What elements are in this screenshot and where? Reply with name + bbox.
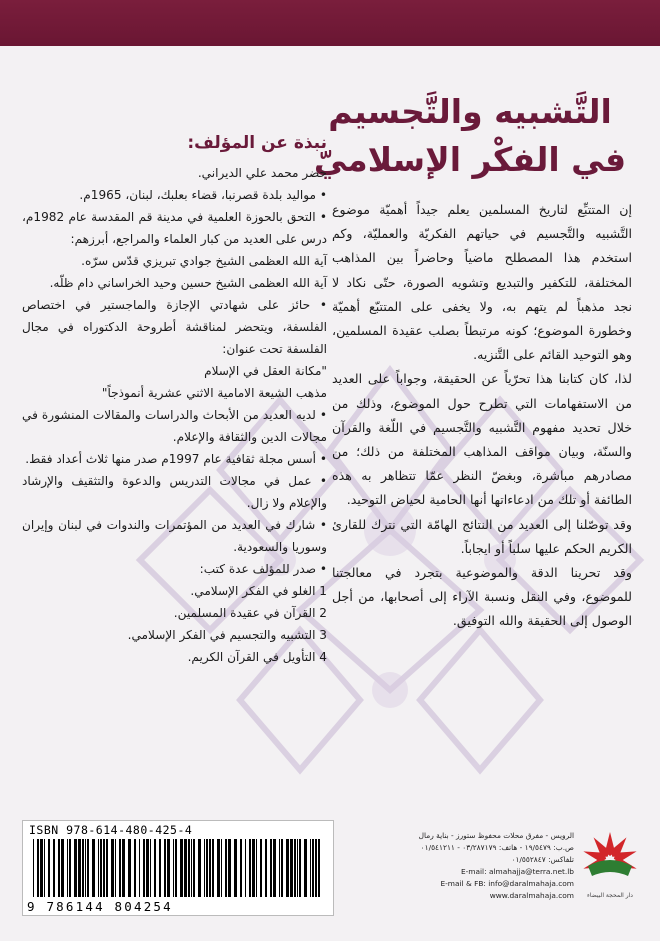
synopsis-paragraph: وقد توصّلنا إلى العديد من النتائج الهامّة التي نترك للقارئ الكريم الحكم عليها سلباً أو ايجاباً.	[332, 516, 632, 556]
barcode	[22, 820, 334, 916]
barcode-bar	[48, 839, 50, 897]
barcode-bar	[92, 839, 95, 897]
bio-item: آية الله العظمى الشيخ حسين وحيد الخراساني دام ظلّه.	[49, 276, 327, 290]
publisher-logo-icon	[580, 826, 640, 912]
barcode-bar	[40, 839, 43, 897]
publisher-name: دار المحجة البيضاء	[587, 892, 633, 899]
barcode-bar	[297, 839, 298, 897]
bio-item: • حائز على شهادتي الإجازة والماجستير في اختصاص الفلسفة، ويتحضر لمناقشة أطروحة الدكتوراه في مجال الفلسفة تحت عنوان:	[22, 298, 327, 356]
barcode-bar	[143, 839, 145, 897]
barcode-bar	[61, 839, 64, 897]
bio-item: 3 التشبيه والتجسيم في الفكر الإسلامي.	[127, 628, 327, 642]
title-line-1: التَّشبيه والتَّجسيم	[328, 92, 612, 131]
bio-item: • التحق بالحوزة العلمية في مدينة قم المقدسة عام 1982م، درس على العديد من كبار العلماء والمراجع، أبرزهم:	[22, 210, 327, 246]
synopsis-paragraph: وقد تحرينا الدقة والموضوعية بتجرد في معالجتنا للموضوع، وفي النقل ونسبة الآراء إلى أصحابها، من أجل الوصول إلى الحقيقة والله التوفيق.	[332, 565, 632, 629]
bio-item: • لديه العديد من الأبحاث والدراسات والمقالات المنشورة في مجالات الدين والثقافة والإعلام.	[22, 408, 327, 444]
barcode-bar	[122, 839, 125, 897]
barcode-bar	[304, 839, 307, 897]
author-name: خضر محمد علي الديراني.	[197, 166, 327, 180]
barcode-bar	[69, 839, 71, 897]
barcode-bar	[175, 839, 177, 897]
synopsis-paragraph: إن المتتبِّع لتاريخ المسلمين يعلم جيداً أهميّة موضوع التَّشبيه والتَّجسيم في حياتهم الفكريّة والعمليّة، وكم استخدم هذا المصطلح ماضياً وحاضراً بين المذاهب المختلفة، للتكفير والتبديع وتشويه الصورة، حتّى نكاد لا نجد مذهباً لم يتهم به، ولا يخفى على المتتبّع أهميّة وخطورة الموضوع؛ كونه مرتبطاً بصلب عقيدة المسلمين، وهو التوحيد القائم على التَّنزيه.	[332, 202, 632, 363]
barcode-bar	[180, 839, 183, 897]
isbn-label: ISBN 978-614-480-425-4	[29, 823, 193, 837]
book-title	[310, 88, 630, 184]
barcode-bar	[256, 839, 257, 897]
barcode-bar	[198, 839, 201, 897]
barcode-bar	[167, 839, 170, 897]
barcode-bar	[119, 839, 121, 897]
barcode-bar	[299, 839, 301, 897]
barcode-bar	[98, 839, 99, 897]
bio-item: 1 الغلو في الفكر الإسلامي.	[190, 584, 327, 598]
barcode-bar	[154, 839, 156, 897]
barcode-bar	[234, 839, 237, 897]
barcode-bar	[228, 839, 231, 897]
synopsis-paragraph: لذا، كان كتابنا هذا تحرّياً عن الحقيقة، وجواباً على العديد من الاستفهامات التي تطرح حول الموضوع، وذلك من خلال تحديد مفهوم التَّشبيه والتَّجسيم في اللّغة والقرآن والسنّة، وبيان مواقف المذاهب المختلفة من ذلك؛ من مصادرهم مباشرة، وبغضّ النظر عمّا تتظاهر به هذه الطائفة أو تلك من ادعاءاتها أنها الحامية لحياض التوحيد.	[332, 371, 632, 508]
barcode-bar	[249, 839, 251, 897]
barcode-bar	[82, 839, 84, 897]
bio-item: 4 التأويل في القرآن الكريم.	[187, 650, 327, 664]
barcode-bar	[294, 839, 296, 897]
barcode-bar	[164, 839, 166, 897]
barcode-digits: 9 786144 804254	[27, 899, 173, 914]
barcode-bar	[44, 839, 45, 897]
barcode-bar	[286, 839, 289, 897]
barcode-bar	[279, 839, 280, 897]
publisher-block	[334, 826, 640, 912]
barcode-bar	[265, 839, 267, 897]
barcode-bar	[111, 839, 114, 897]
publisher-address: الرويس - مفرق محلات محفوظ ستورز - بناية رمال	[418, 831, 574, 840]
barcode-bar	[87, 839, 89, 897]
bio-item: • صدر للمؤلف عدة كتب:	[199, 562, 327, 576]
bio-item: مذهب الشيعة الامامية الاثني عشرية أنموذجاً"	[101, 386, 327, 400]
barcode-bar	[173, 839, 174, 897]
barcode-bar	[191, 839, 192, 897]
barcode-bar	[115, 839, 116, 897]
publisher-fax: تلفاكس: ٠١/٥٥٢٨٤٧	[511, 855, 574, 864]
bio-item: • شارك في العديد من المؤتمرات والندوات في لبنان وإيران وسوريا والسعودية.	[22, 518, 327, 554]
barcode-bar	[212, 839, 214, 897]
barcode-bar	[204, 839, 205, 897]
barcode-bar	[67, 839, 68, 897]
bio-item: آية الله العظمى الشيخ جوادي تبريزي قدّس سرّه.	[81, 254, 327, 268]
barcode-bar	[206, 839, 208, 897]
barcode-bar	[33, 839, 34, 897]
barcode-bar	[184, 839, 187, 897]
bio-item: • عمل في مجالات التدريس والدعوة والتثقيف والإرشاد والإعلام ولا زال.	[22, 474, 327, 510]
barcode-bar	[252, 839, 255, 897]
barcode-bar	[106, 839, 108, 897]
top-band	[0, 0, 660, 46]
barcode-bar	[188, 839, 190, 897]
barcode-bar	[150, 839, 151, 897]
bio-item: • أسس مجلة ثقافية عام 1997م صدر منها ثلاث أعداد فقط.	[25, 452, 327, 466]
barcode-bar	[245, 839, 246, 897]
barcode-bar	[225, 839, 227, 897]
barcode-bar	[78, 839, 81, 897]
publisher-email: E-mail: almahajja@terra.net.lb	[460, 867, 574, 876]
barcode-bar	[217, 839, 220, 897]
barcode-bar	[290, 839, 293, 897]
barcode-bar	[53, 839, 55, 897]
barcode-bar	[85, 839, 86, 897]
barcode-bar	[58, 839, 60, 897]
barcode-bar	[273, 839, 276, 897]
barcode-bar	[270, 839, 272, 897]
barcode-bar	[159, 839, 161, 897]
barcode-bar	[209, 839, 211, 897]
publisher-contact	[338, 830, 574, 902]
bio-item: "مكانة العقل في الإسلام	[204, 364, 327, 378]
barcode-bar	[103, 839, 105, 897]
barcode-bar	[146, 839, 149, 897]
bio-item: 2 القرآن في عقيدة المسلمين.	[173, 606, 327, 620]
barcode-bar	[315, 839, 317, 897]
barcode-bar	[128, 839, 131, 897]
barcode-bar	[37, 839, 39, 897]
publisher-phones: ص.ب: ١٩/٥٤٧٩ - هاتف: ٠٣/٢٨٧١٧٩ - ٠١/٥٤١٢١١	[420, 843, 574, 852]
barcode-bar	[193, 839, 195, 897]
barcode-bar	[139, 839, 140, 897]
bio-heading: نبذة عن المؤلف:	[187, 133, 327, 153]
barcode-bar	[240, 839, 242, 897]
barcode-bar	[310, 839, 311, 897]
barcode-bars	[33, 839, 323, 897]
barcode-bar	[100, 839, 102, 897]
publisher-email-fb: E-mail & FB: info@daralmahaja.com	[440, 879, 574, 888]
author-bio	[22, 130, 327, 668]
publisher-website: www.daralmahaja.com	[489, 891, 574, 900]
bio-item: • مواليد بلدة قصرنبا، قضاء بعلبك، لبنان، 1965م.	[79, 188, 327, 202]
barcode-bar	[74, 839, 77, 897]
synopsis	[332, 198, 632, 634]
barcode-bar	[281, 839, 283, 897]
barcode-bar	[312, 839, 314, 897]
barcode-bar	[260, 839, 262, 897]
barcode-bar	[318, 839, 320, 897]
barcode-bar	[134, 839, 136, 897]
title-line-2: في الفكْر الإسلاميّ	[313, 140, 627, 179]
barcode-bar	[221, 839, 222, 897]
